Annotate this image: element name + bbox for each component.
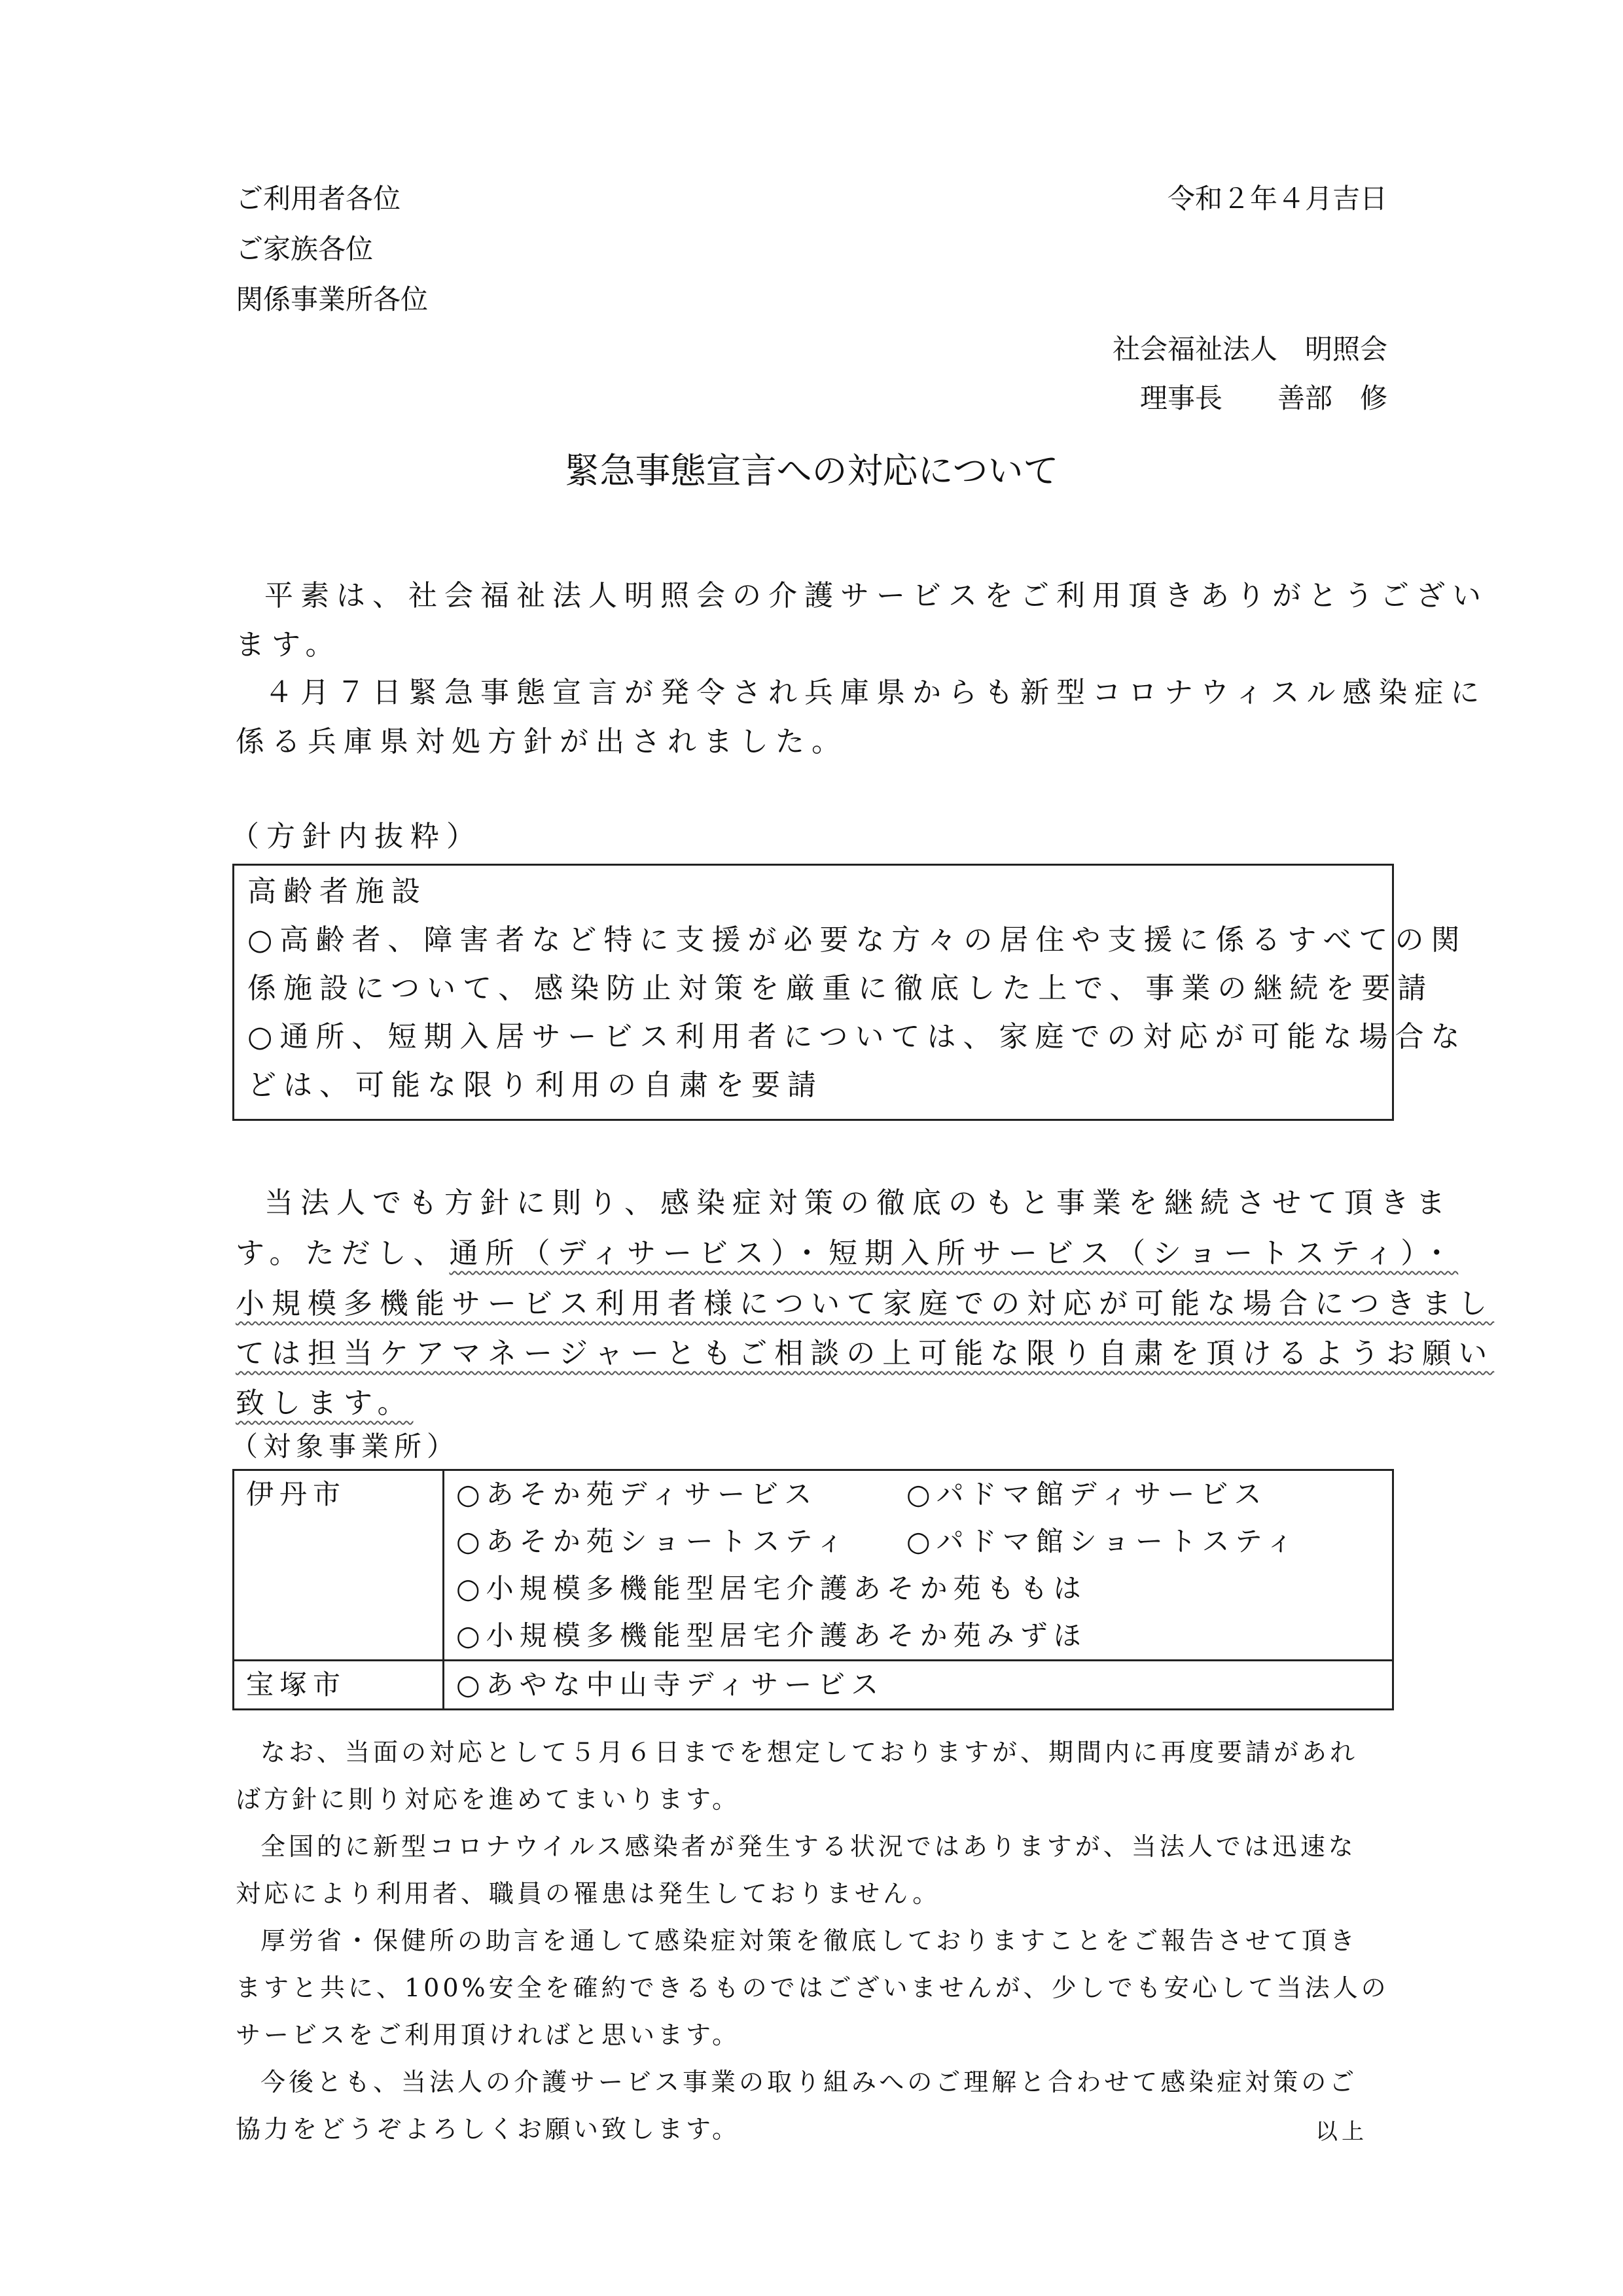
facility-item: ○あそか苑ショートスティ [456, 1525, 850, 1557]
table-row [234, 1470, 1393, 1661]
request-line: ては担当ケアマネージャーともご相談の上可能な限り自粛を頂けるようお願い [236, 1337, 1495, 1370]
facility-row [456, 1661, 1392, 1708]
closing-line: サービスをご利用頂ければと思います。 [236, 2021, 740, 2049]
request-line: 当法人でも方針に則り、感染症対策の徹底のもと事業を継続させて頂きま [264, 1186, 1452, 1220]
closing-line: なお、当面の対応として５月６日までを想定しておりますが、期間内に再度要請があれ [260, 1738, 1359, 1767]
sender-name: 理事長 善部 修 [1139, 382, 1387, 414]
policy-heading: （方針内抜粋） [230, 820, 482, 853]
facility-list-cell [444, 1661, 1393, 1710]
end-mark: 以上 [1315, 2119, 1368, 2145]
recipient-offices: 関係事業所各位 [236, 283, 429, 315]
intro-line: ４月７日緊急事態宣言が発令され兵庫県からも新型コロナウィスル感染症に [264, 676, 1487, 709]
facility-item: ○小規模多機能型居宅介護あそか苑みずほ [456, 1619, 1087, 1651]
document-date: 令和２年４月吉日 [1167, 183, 1387, 215]
policy-line: ○高齢者、障害者など特に支援が必要な方々の居住や支援に係るすべての関 [247, 923, 1467, 957]
policy-line: ○通所、短期入居サービス利用者については、家庭での対応が可能な場合な [247, 1020, 1467, 1053]
policy-line: 係施設について、感染防止対策を厳重に徹底した上で、事業の継続を要請 [247, 972, 1434, 1005]
city-cell [234, 1470, 444, 1661]
policy-line: どは、可能な限り利用の自粛を要請 [247, 1069, 823, 1102]
closing-line: 今後とも、当法人の介護サービス事業の取り組みへのご理解と合わせて感染症対策のご [260, 2068, 1358, 2096]
recipient-users: ご利用者各位 [236, 183, 401, 215]
facility-item: ○小規模多機能型居宅介護あそか苑ももは [456, 1572, 1087, 1604]
closing-line: 全国的に新型コロナウイルス感染者が発生する状況ではありますが、当法人では迅速な [260, 1832, 1357, 1861]
closing-line: 対応により利用者、職員の罹患は発生しておりません。 [236, 1879, 941, 1908]
document-title: 緊急事態宣言への対応について [564, 450, 1059, 491]
closing-line: 協力をどうぞよろしくお願い致します。 [236, 2115, 740, 2144]
closing-line: 厚労省・保健所の助言を通して感染症対策を徹底しておりますことをご報告させて頂き [260, 1926, 1359, 1955]
facility-item: ○あそか苑ディサービス [456, 1478, 818, 1510]
facility-row [456, 1471, 1392, 1518]
intro-line: 平素は、社会福祉法人明照会の介護サービスをご利用頂きありがとうござい [264, 579, 1488, 612]
city-name: 伊丹市 [246, 1478, 347, 1510]
facility-row [456, 1565, 1392, 1612]
facility-item: ○パドマ館ショートスティ [906, 1525, 1300, 1557]
facility-row [456, 1612, 1392, 1659]
intro-line: 係る兵庫県対処方針が出されました。 [236, 725, 847, 758]
facility-item: ○あやな中山寺ディサービス [456, 1669, 885, 1701]
request-emphasis: 通所（ディサービス）・短期入所サービス（ショートスティ）・ [449, 1237, 1459, 1270]
facility-item: ○パドマ館ディサービス [906, 1478, 1268, 1510]
closing-line: ますと共に、100%安全を確約できるものではございませんが、少しでも安心して当法人の [236, 1973, 1389, 2002]
request-text: す。ただし、 [236, 1237, 450, 1270]
recipient-families: ご家族各位 [236, 233, 374, 265]
facility-list-cell [444, 1470, 1393, 1661]
policy-excerpt-box [232, 864, 1467, 1121]
request-line: 小規模多機能サービス利用者様について家庭での対応が可能な場合につきまし [236, 1287, 1495, 1320]
request-line: 致します。 [236, 1386, 414, 1420]
facilities-table [232, 1469, 1394, 1710]
policy-line: 高齢者施設 [247, 875, 427, 908]
city-name: 宝塚市 [246, 1669, 347, 1701]
closing-line: ば方針に則り対応を進めてまいります。 [236, 1785, 740, 1814]
sender-organization: 社会福祉法人 明照会 [1112, 333, 1387, 365]
request-line [236, 1230, 1459, 1277]
facilities-heading: （対象事業所） [230, 1430, 460, 1462]
facility-row [456, 1518, 1392, 1565]
table-row [234, 1661, 1393, 1710]
city-cell [234, 1661, 444, 1710]
intro-line: ます。 [236, 628, 342, 662]
